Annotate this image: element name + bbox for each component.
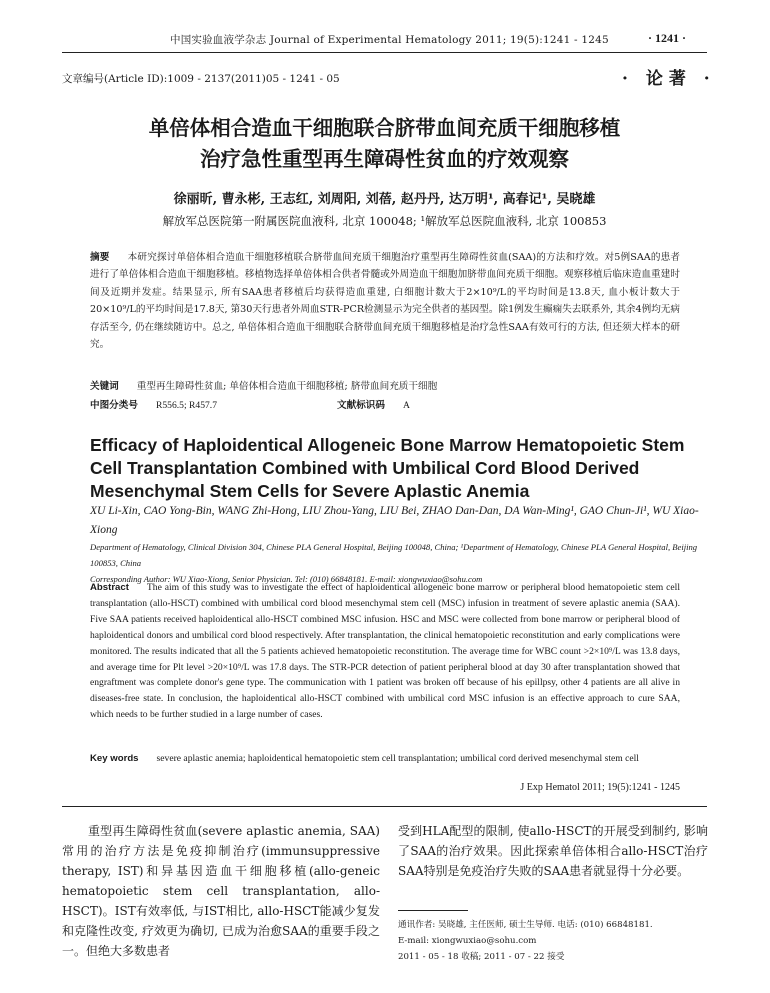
journal-header: 中国实验血液学杂志 Journal of Experimental Hematology 2011; 19(5):1241 - 1245 xyxy=(170,34,609,46)
english-citation: J Exp Hematol 2011; 19(5):1241 - 1245 xyxy=(520,782,680,793)
english-authors: XU Li-Xin, CAO Yong-Bin, WANG Zhi-Hong, LIU Zhou-Yang, LIU Bei, ZHAO Dan-Dan, DA Wan-Ming¹, GAO Chun-Ji¹, WU Xiao-Xiong xyxy=(90,505,699,536)
body-paragraph-left: 重型再生障碍性贫血(severe aplastic anemia, SAA)常用的治疗方法是免疫抑制治疗(immunsuppressive therapy, IST)和异基因造血干细胞移植(allo-geneic hematopoietic stem cell transplantation, allo-HSCT)。IST有效率低, 与IST相比, allo-HSCT能减少复发和克隆性改变, 疗效更为确切, 已成为治愈SAA的重要手段之一。但绝大多数患者 xyxy=(62,824,380,958)
chinese-title-line-1: 单倍体相合造血干细胞联合脐带血间充质干细胞移植 xyxy=(148,116,621,140)
english-affiliation: Department of Hematology, Clinical Division 304, Chinese PLA General Hospital, Beijing 100048, China; ¹Department of Hematology, Chinese PLA General Hospital, Beijing 100853, China xyxy=(90,542,698,568)
footnote xyxy=(398,917,708,965)
english-keywords-text: severe aplastic anemia; haploidentical hematopoietic stem cell transplantation; umbilical cord derived mesenchymal stem cell xyxy=(156,753,639,764)
english-title-line-2: Cell Transplantation Combined with Umbilical Cord Blood Derived xyxy=(90,458,640,478)
footnote-rule xyxy=(398,910,468,911)
chinese-authors: 徐丽昕, 曹永彬, 王志红, 刘周阳, 刘蓓, 赵丹丹, 达万明¹, 高春记¹, 吴晓雄 xyxy=(173,192,596,207)
english-abstract xyxy=(90,580,680,723)
english-keywords xyxy=(90,751,680,767)
classification-value: R556.5; R457.7 xyxy=(155,400,218,411)
english-title xyxy=(90,434,710,503)
body-column-right xyxy=(398,821,708,881)
chinese-abstract-label: 摘要 xyxy=(90,252,110,263)
english-abstract-label: Abstract xyxy=(90,582,129,593)
footnote-author: 通讯作者: 吴晓雄, 主任医师, 硕士生导师. 电话: (010) 66848181. xyxy=(398,920,653,930)
classification-label: 中图分类号 xyxy=(90,400,138,411)
body-paragraph-right: 受到HLA配型的限制, 使allo-HSCT的开展受到制约, 影响了SAA的治疗效果。因此探索单倍体相合allo-HSCT治疗SAA特别是免疫治疗失败的SAA患者就显得十分必要。 xyxy=(398,824,708,878)
chinese-keywords-label: 关键词 xyxy=(90,381,119,392)
corresponding-author: Corresponding Author: WU Xiao-Xiong, Senior Physician. Tel: (010) 66848181. E-mail: xiongwuxiao@sohu.com xyxy=(90,574,483,584)
chinese-abstract xyxy=(90,249,680,353)
chinese-title-line-2: 治疗急性重型再生障碍性贫血的疗效观察 xyxy=(200,147,569,171)
footnote-email: E-mail: xiongwuxiao@sohu.com xyxy=(398,936,537,946)
footnote-dates: 2011 - 05 - 18 收稿; 2011 - 07 - 22 接受 xyxy=(398,952,565,962)
chinese-title xyxy=(62,113,707,175)
chinese-keywords xyxy=(90,378,690,392)
body-column-left xyxy=(62,821,380,961)
english-title-line-1: Efficacy of Haploidentical Allogeneic Bone Marrow Hematopoietic Stem xyxy=(90,435,685,455)
section-label: · 论著 · xyxy=(622,69,716,89)
chinese-affiliation: 解放军总医院第一附属医院血液科, 北京 100048; ¹解放军总医院血液科, 北京 100853 xyxy=(162,214,607,228)
english-abstract-text: The aim of this study was to investigate the effect of haploidentical allogeneic bone marrow or peripheral blood hematopoietic stem cell transplantation (allo-HSCT) combined with umbilical cord blood mesenchymal stem cell (MSC) infusion in treatment of severe aplastic anemia (SAA). Five SAA patients received haploidentical allo-HSCT combined MSC infusion. HSC and MSC were collected from bone marrow or peripheral blood of haploidentical donors and umbilical cord blood respectively. After transplantation, the clinical hematopoietic reconstitution and early complications were monitored. The results indicated that all the 5 patients achieved hematopoietic reconstitution. The average time for WBC count >2×10⁹/L was 13.8 days, and average time for Plt level >20×10⁹/L was 17.8 days. The STR-PCR detection of patient peripheral blood at day 30 after transplantation showed that engraftment was complete donor's gene type. The communication with 1 patient was broken off because of his epillpsy, other 4 patients are all alive in diseases-free state. In conclusion, the haploidentical allo-HSCT combined with umbilical cord MSC infusion is an effective approach to cure SAA, which needs to be further studied in a large number of cases. xyxy=(90,582,680,721)
article-id: 文章编号(Article ID):1009 - 2137(2011)05 - 1241 - 05 xyxy=(62,73,340,85)
document-code-label: 文献标识码 xyxy=(337,400,385,411)
section-rule xyxy=(62,806,707,807)
chinese-abstract-text: 本研究探讨单倍体相合造血干细胞移植联合脐带血间充质干细胞治疗重型再生障碍性贫血(SAA)的方法和疗效。对5例SAA的患者进行了单倍体相合造血干细胞移植。移植物选择单倍体相合供者骨髓或外周造血干细胞加脐带血间充质干细胞。观察移植后临床造血重建时间及近期并发症。结果显示, 所有SAA患者移植后均获得造血重建, 白细胞计数大于2×10⁹/L的平均时间是13.8天, 血小板计数大于20×10⁹/L的平均时间是17.8天, 第30天行患者外周血STR-PCR检测显示为完全供者的基因型。除1例发生癫痫失去联系外, 其余4例均无病存活至今, 仍在继续随访中。总之, 单倍体相合造血干细胞联合脐带血间充质干细胞移植是治疗急性SAA有效可行的方法, 但还须大样本的研究。 xyxy=(90,252,680,351)
page-number: · 1241 · xyxy=(648,31,687,45)
chinese-keywords-text: 重型再生障碍性贫血; 单倍体相合造血干细胞移植; 脐带血间充质干细胞 xyxy=(136,381,438,392)
english-title-line-3: Mesenchymal Stem Cells for Severe Aplastic Anemia xyxy=(90,481,530,501)
running-header xyxy=(0,32,770,52)
chinese-classification xyxy=(90,397,690,411)
header-rule xyxy=(62,52,707,53)
document-code-value: A xyxy=(402,400,410,411)
english-keywords-label: Key words xyxy=(90,753,139,764)
